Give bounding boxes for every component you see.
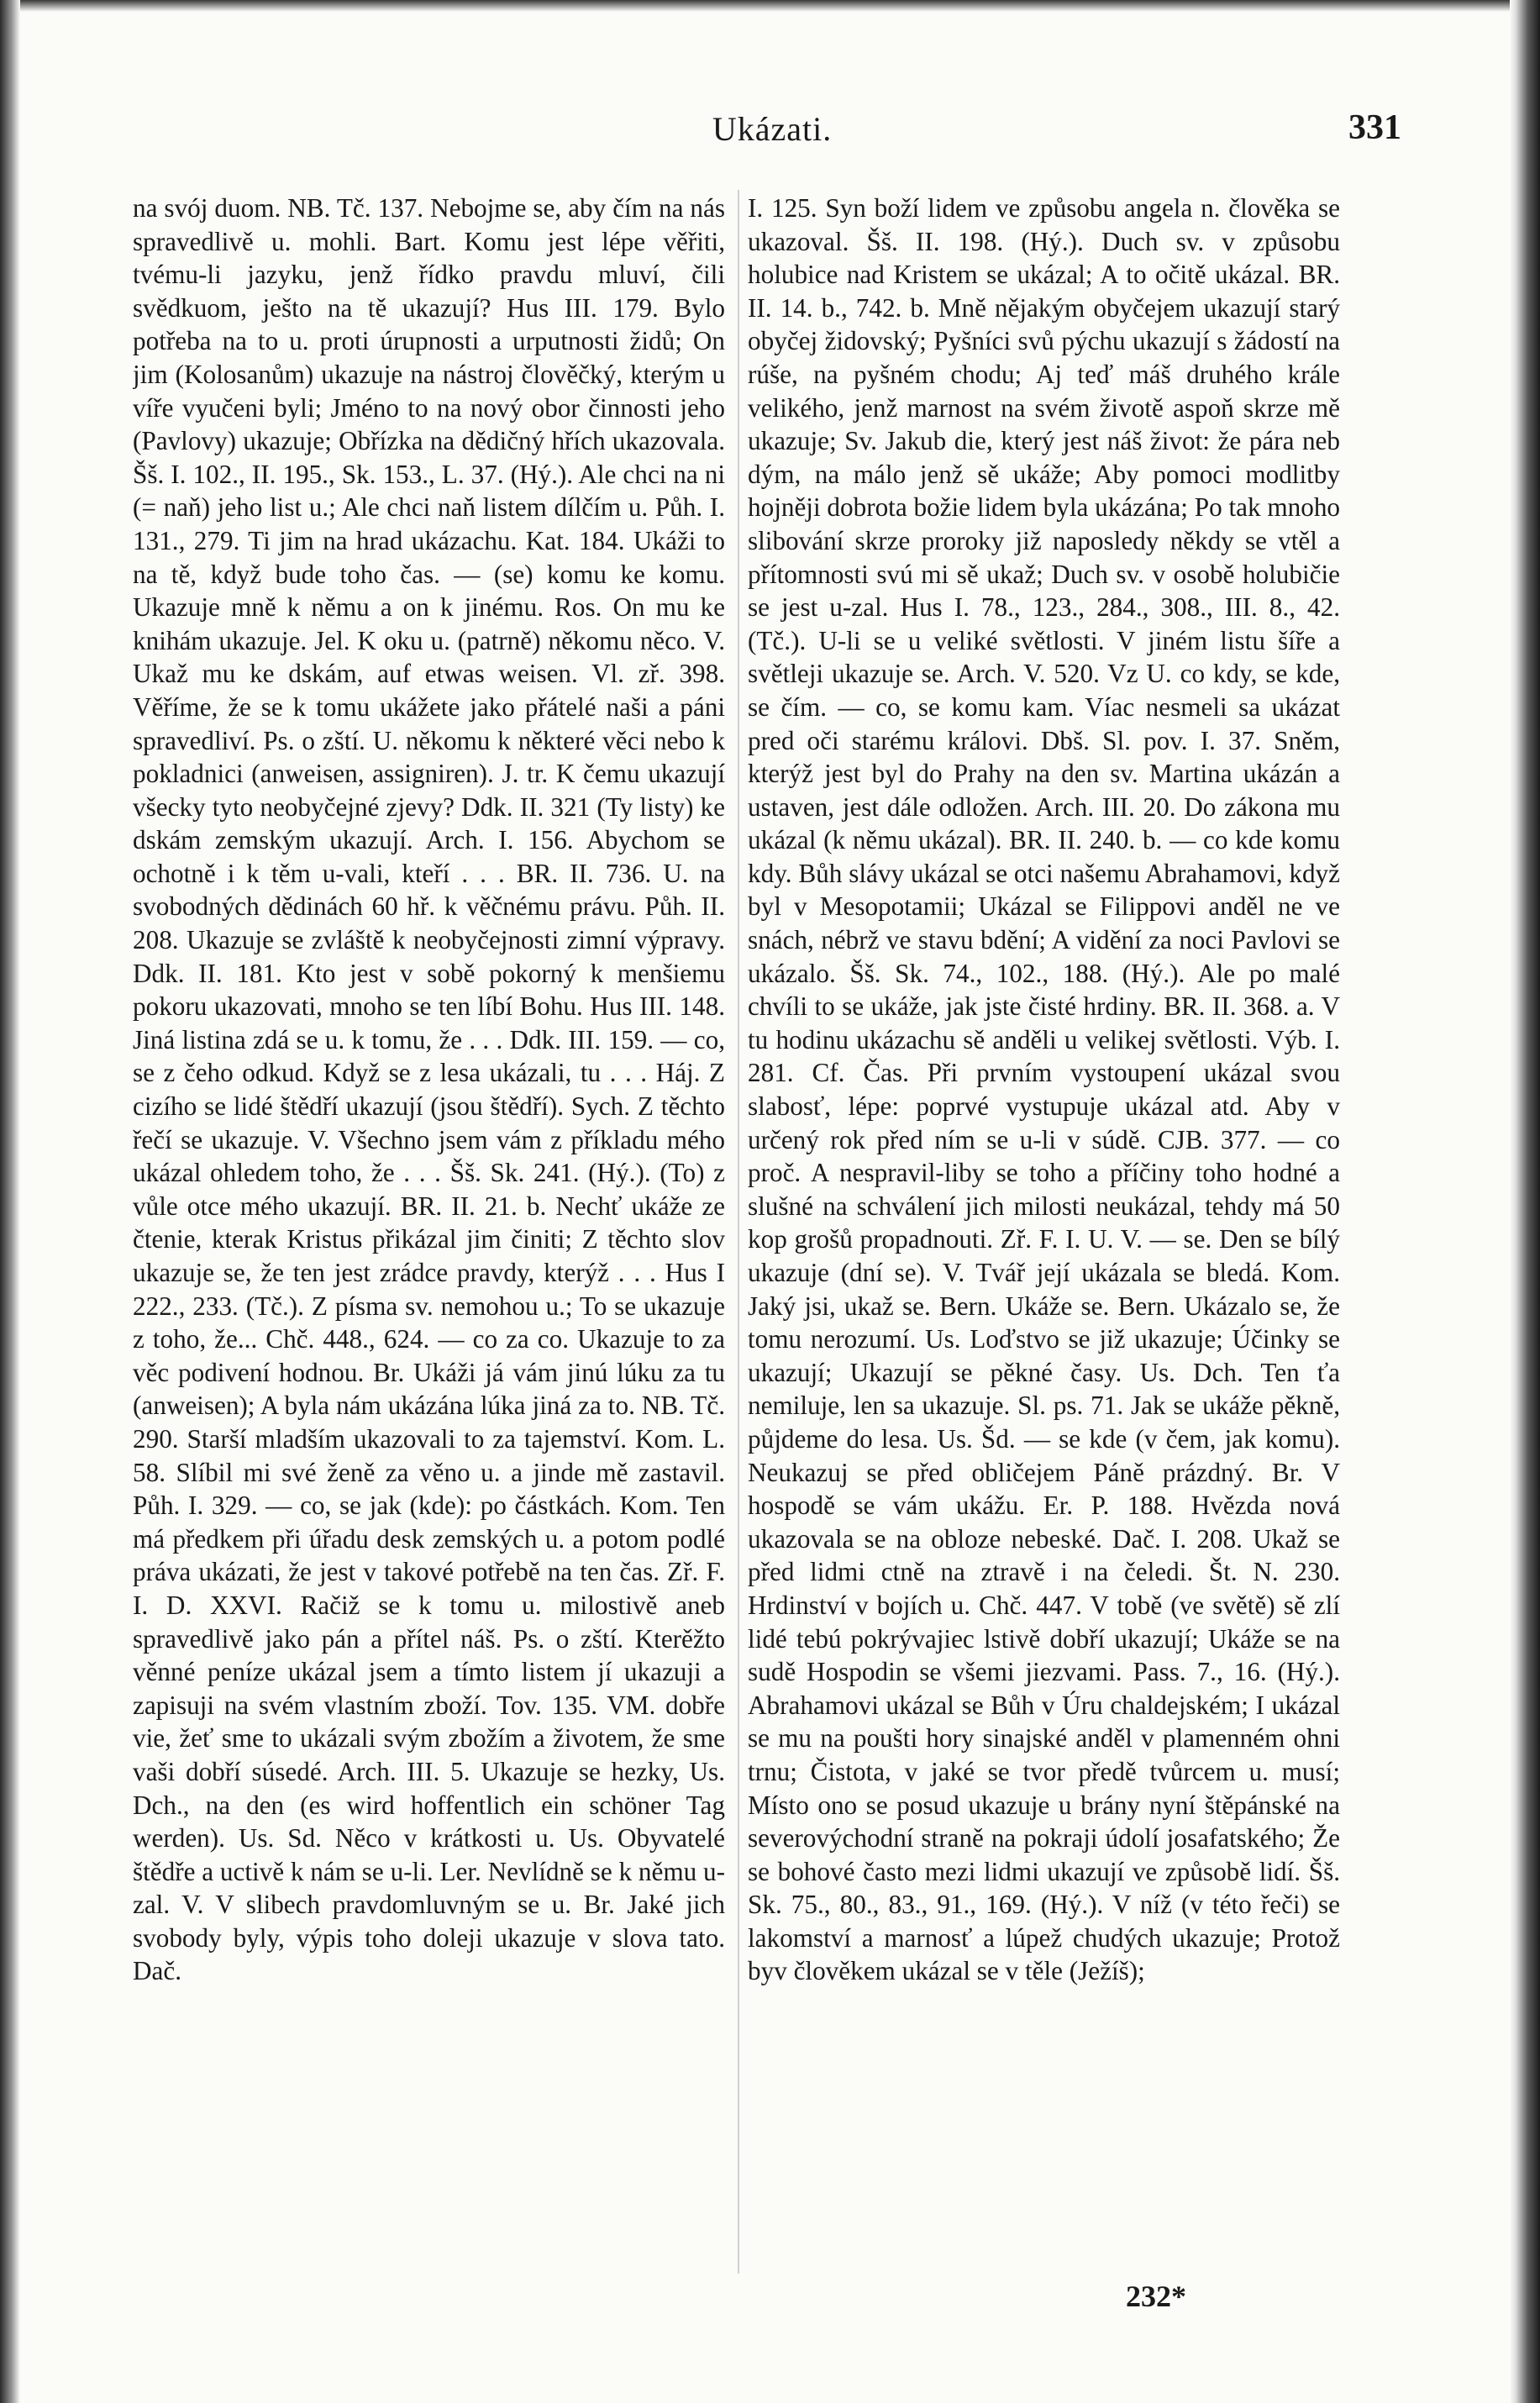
- page-edge-top: [0, 0, 1540, 12]
- left-column-text: na svój duom. NB. Tč. 137. Nebojme se, aby čím na nás spravedlivě u. mohli. Bart. Komu jest lépe věřiti, tvému-li jazyku, jenž řídko pravdu mluví, čili svědkuom, ješto na tě ukazují? Hus III. 179. Bylo potřeba na to u. proti úrupnosti a urputnosti židů; On jim (Kolosanům) ukazuje na nástroj člověčký, kterým u víře vyučeni byli; Jméno to na nový obor činnosti jeho (Pavlovy) ukazuje; Obřízka na dědičný hřích ukazovala. Šš. I. 102., II. 195., Sk. 153., L. 37. (Hý.). Ale chci na ni (= naň) jeho list u.; Ale chci naň listem dílčím u. Půh. I. 131., 279. Ti jim na hrad ukázachu. Kat. 184. Ukáži to na tě, když bude toho čas. — (se) komu ke komu. Ukazuje mně k němu a on k jinému. Ros. On mu ke knihám ukazuje. Jel. K oku u. (patrně) někomu něco. V. Ukaž mu ke dskám, auf etwas weisen. Vl. zř. 398. Věříme, že se k tomu ukážete jako přátelé naši a páni spravedliví. Ps. o zští. U. někomu k některé věci nebo k pokladnici (anweisen, assigniren). J. tr. K čemu ukazují všecky tyto neobyčejné zjevy? Ddk. II. 321 (Ty listy) ke dskám zemským ukazují. Arch. I. 156. Abychom se ochotně i k těm u-vali, kteří . . . BR. II. 736. U. na svobodných dědinách 60 hř. k věčnému právu. Půh. II. 208. Ukazuje se zvláště k neobyčejnosti zimní výpravy. Ddk. II. 181. Kto jest v sobě pokorný k menšiemu pokoru ukazovati, mnoho se ten líbí Bohu. Hus III. 148. Jiná listina zdá se u. k tomu, že . . . Ddk. III. 159. — co, se z čeho odkud. Když se z lesa ukázali, tu . . . Háj. Z cizího se lidé štědří ukazují (jsou štědří). Sych. Z těchto řečí se ukazuje. V. Všechno jsem vám z příkladu mého ukázal ohledem toho, že . . . Šš. Sk. 241. (Hý.). (To) z vůle otce mého ukazují. BR. II. 21. b. Nechť ukáže ze čtenie, kterak Kristus přikázal jim činiti; Z těchto slov ukazuje se, že ten jest zrádce pravdy, kterýž . . . Hus I 222., 233. (Tč.). Z písma sv. nemohou u.; To se ukazuje z toho, že... Chč. 448., 624. — co za co. Ukazuje to za věc podivení hodnou. Br. Ukáži já vám jinú lúku za tu (anweisen); A byla nám ukázána lúka jiná za to. NB. Tč. 290. Starší mladším ukazovali to za tajemství. Kom. L. 58. Slíbil mi své ženě za věno u. a jinde mě zastavil. Půh. I. 329. — co, se jak (kde): po částkách. Kom. Ten má předkem při úřadu desk zemských u. a potom podlé práva ukázati, že jest v takové potřebě na ten čas. Zř. F. I. D. XXVI. Račiž se k tomu u. milostivě aneb spravedlivě jako pán a přítel náš. Ps. o zští. Kterěžto věnné peníze ukázal jsem a tímto listem jí ukazuji a zapisuji na svém vlastním zboží. Tov. 135. VM. dobře vie, žeť sme to ukázali svým zbožím a životem, že sme vaši dobří súsedé. Arch. III. 5. Ukazuje se hezky, Us. Dch., na den (es wird hoffentlich ein schöner Tag werden). Us. Sd. Něco v krátkosti u. Us. Obyvatelé štědře a uctivě k nám se u-li. Ler. Nevlídně se k němu u-zal. V. V slibech pravdomluvným se u. Br. Jaké jich svobody byly, výpis toho doleji ukazuje v slova tato. Dač.: [133, 193, 725, 1986]
- page-header: [143, 103, 1401, 153]
- running-head: Ukázati.: [712, 110, 833, 148]
- right-column: [748, 192, 1340, 2292]
- page-number: 331: [1348, 108, 1401, 147]
- right-column-text: I. 125. Syn boží lidem ve způsobu angela n. člověka se ukazoval. Šš. II. 198. (Hý.). Duch sv. v způsobu holubice nad Kristem se ukázal; A to očitě ukázal. BR. II. 14. b., 742. b. Mně nějakým obyčejem ukazují starý obyčej židovský; Pyšníci svů pýchu ukazují s žádostí na rúše, na pyšném chodu; Aj teď máš druhého krále velikého, jenž marnost na svém životě aspoň skrze mě ukazuje; Sv. Jakub die, který jest náš život: že pára neb dým, na málo jenž sě ukáže; Aby pomoci modlitby hojněji dobrota božie lidem byla ukázána; Po tak mnoho slibování skrze proroky již naposledy někdy se vtěl a přítomnosti svú mi sě ukaž; Duch sv. v osobě holubičie se jest u-zal. Hus I. 78., 123., 284., 308., III. 8., 42. (Tč.). U-li se u veliké světlosti. V jiném listu šíře a světleji ukazuje se. Arch. V. 520. Vz U. co kdy, se kde, se čím. — co, se komu kam. Víac nesmeli sa ukázat pred oči starému královi. Dbš. Sl. pov. I. 37. Sněm, kterýž jest byl do Prahy na den sv. Martina ukázán a ustaven, jest dále odložen. Arch. III. 20. Do zákona mu ukázal (k němu ukázal). BR. II. 240. b. — co kde komu kdy. Bůh slávy ukázal se otci našemu Abrahamovi, když byl v Mesopotamii; Ukázal se Filippovi anděl ne ve snách, nébrž ve stavu bdění; A vidění za noci Pavlovi se ukázalo. Šš. Sk. 74., 102., 188. (Hý.). Ale po malé chvíli to se ukáže, jak jste čisté hrdiny. BR. II. 368. a. V tu hodinu ukázachu sě anděli u velikej světlosti. Výb. I. 281. Cf. Čas. Při prvním vystoupení ukázal svou slabosť, lépe: poprvé vystupuje ukázal atd. Aby v určený rok před ním se u-li v súdě. CJB. 377. — co proč. A nespravil-liby se toho a příčiny toho hodné a slušné na schválení jich milosti neukázal, tehdy má 50 kop grošů propadnouti. Zř. F. I. U. V. — se. Den se bílý ukazuje (dní se). V. Tvář její ukázala se bledá. Kom. Jaký jsi, ukaž se. Bern. Ukáže se. Bern. Ukázalo se, že tomu nerozumí. Us. Loďstvo se již ukazuje; Účinky se ukazují; Ukazují se pěkné časy. Us. Dch. Ten ťa nemiluje, len sa ukazuje. Sl. ps. 71. Jak se ukáže pěkně, půjdeme do lesa. Us. Šd. — se kde (v čem, jak komu). Neukazuj se před obličejem Páně prázdný. Br. V hospodě se vám ukážu. Er. P. 188. Hvězda nová ukazovala se na obloze nebeské. Dač. I. 208. Ukaž se před lidmi ctně na ztravě i na čeledi. Št. N. 230. Hrdinství v bojích u. Chč. 447. V tobě (ve světě) sě zlí lidé tebú pokrývajiec lstivě dobří ukazují; Ukáže se na sudě Hospodin se všemi jiezvami. Pass. 7., 16. (Hý.). Abrahamovi ukázal se Bůh v Úru chaldejském; I ukázal se mu na poušti hory sinajské anděl v plamenném ohni trnu; Čistota, v jaké se tvor předě tvůrcem u. musí; Místo ono se posud ukazuje u brány nyní štěpánské na severovýchodní straně na pokraji údolí josafatského; Že se bohové často mezi lidmi ukazují ve způsobě lidí. Šš. Sk. 75., 80., 83., 91., 169. (Hý.). V níž (v této řeči) se lakomství a marnosť a lúpež chudých ukazuje; Protož byv člověkem ukázal se v těle (Ježíš);: [748, 193, 1340, 1986]
- column-divider: [738, 190, 739, 2274]
- sheet-signature: 232*: [1126, 2279, 1186, 2313]
- page-edge-left: [0, 0, 20, 2403]
- page-edge-right: [1510, 0, 1540, 2403]
- left-column: [133, 192, 725, 2292]
